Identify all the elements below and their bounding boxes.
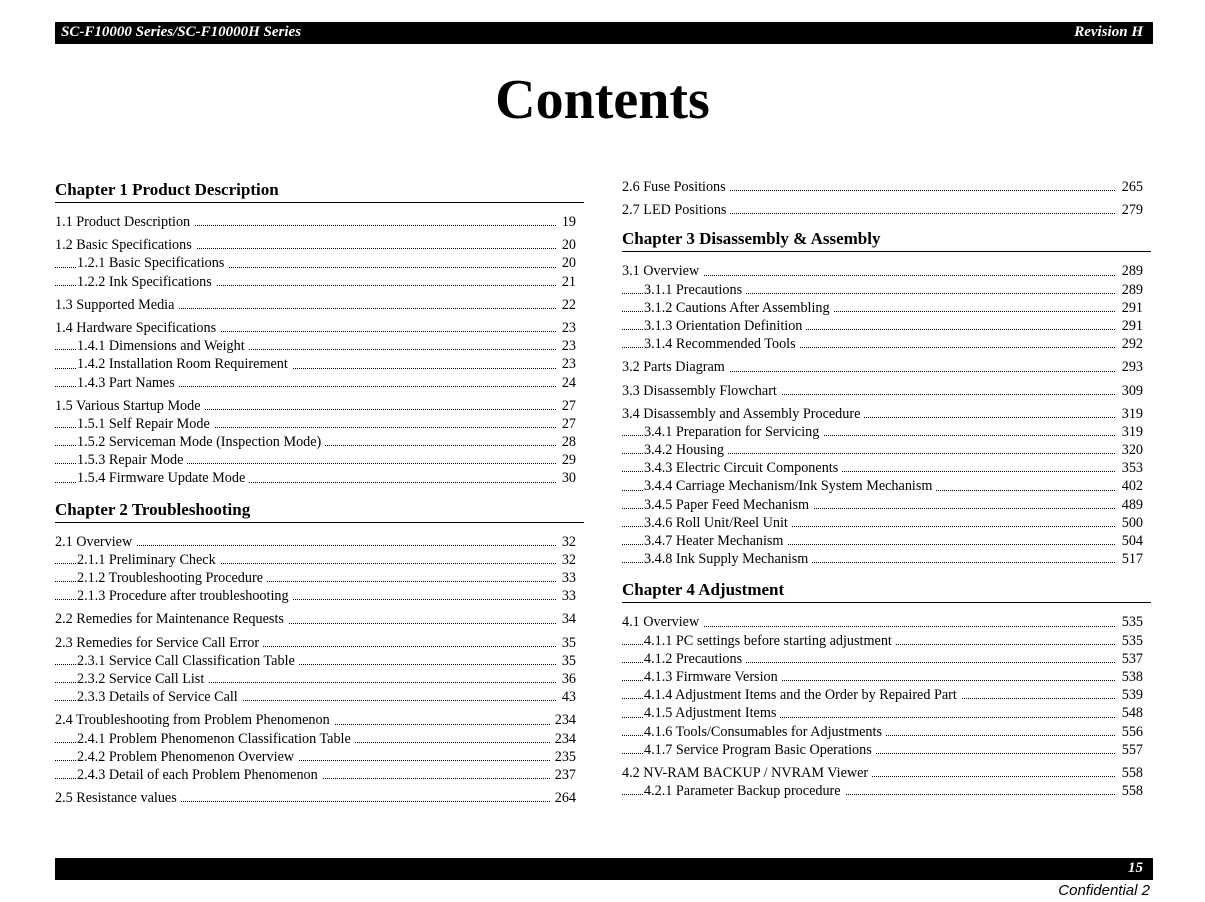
toc-entry-label: 4.2 NV-RAM BACKUP / NVRAM Viewer xyxy=(622,765,872,781)
toc-entry-page: 28 xyxy=(558,433,576,451)
toc-subsection-entry[interactable] xyxy=(55,273,584,291)
chapter-heading[interactable]: Chapter 3 Disassembly & Assembly xyxy=(622,227,1151,252)
toc-entry-label: 1.5.3 Repair Mode xyxy=(77,452,187,468)
toc-section-entry[interactable] xyxy=(622,382,1151,400)
toc-entry-page: 500 xyxy=(1118,514,1143,532)
toc-subsection-entry[interactable] xyxy=(55,254,584,272)
toc-subsection-entry[interactable] xyxy=(622,317,1151,335)
toc-entry-label: 4.1 Overview xyxy=(622,614,703,630)
toc-subsection-entry[interactable] xyxy=(622,423,1151,441)
toc-section-entry[interactable] xyxy=(55,533,584,551)
toc-entry-label: 2.3.2 Service Call List xyxy=(77,671,208,687)
toc-entry-page: 36 xyxy=(558,670,576,688)
toc-entry-label: 2.1.3 Procedure after troubleshooting xyxy=(77,588,293,604)
toc-entry-label: 3.3 Disassembly Flowchart xyxy=(622,383,781,399)
toc-entry-page: 489 xyxy=(1118,496,1143,514)
toc-section-entry[interactable] xyxy=(622,764,1151,782)
toc-section-entry[interactable] xyxy=(622,613,1151,631)
toc-entry-label: 2.1.2 Troubleshooting Procedure xyxy=(77,570,267,586)
toc-entry-label: 1.5.4 Firmware Update Mode xyxy=(77,470,249,486)
toc-entry-page: 23 xyxy=(558,319,576,337)
toc-entry-page: 234 xyxy=(551,730,576,748)
toc-entry-page: 35 xyxy=(558,634,576,652)
chapter-heading[interactable]: Chapter 2 Troubleshooting xyxy=(55,498,584,523)
toc-section xyxy=(622,358,1151,376)
toc-entry-label: 1.4 Hardware Specifications xyxy=(55,320,220,336)
toc-entry-page: 309 xyxy=(1118,382,1143,400)
toc-subsection-entry[interactable] xyxy=(622,281,1151,299)
toc-section xyxy=(622,405,1151,569)
toc-entry-label: 2.3.1 Service Call Classification Table xyxy=(77,653,299,669)
toc-subsection-entry[interactable] xyxy=(55,469,584,487)
toc-subsection-entry[interactable] xyxy=(55,569,584,587)
toc-entry-page: 237 xyxy=(551,766,576,784)
toc-entry-page: 264 xyxy=(551,789,576,807)
toc-section-entry[interactable] xyxy=(622,358,1151,376)
toc-entry-label: 1.2 Basic Specifications xyxy=(55,237,196,253)
toc-entry-page: 402 xyxy=(1118,477,1143,495)
toc-entry-label: 2.6 Fuse Positions xyxy=(622,179,730,195)
toc-entry-label: 1.4.2 Installation Room Requirement xyxy=(77,356,292,372)
toc-section-entry[interactable] xyxy=(55,213,584,231)
toc-section-entry[interactable] xyxy=(55,711,584,729)
toc-entry-label: 3.4.8 Ink Supply Mechanism xyxy=(644,551,812,567)
toc-section xyxy=(55,397,584,488)
toc-entry-page: 504 xyxy=(1118,532,1143,550)
toc-chapter xyxy=(55,178,584,488)
toc-entry-page: 556 xyxy=(1118,723,1143,741)
toc-entry-page: 32 xyxy=(558,533,576,551)
toc-subsection-entry[interactable] xyxy=(622,335,1151,353)
toc-entry-label: 2.2 Remedies for Maintenance Requests xyxy=(55,611,288,627)
toc-subsection-entry[interactable] xyxy=(622,686,1151,704)
toc-section xyxy=(55,236,584,291)
toc-entry-page: 27 xyxy=(558,397,576,415)
toc-section-entry[interactable] xyxy=(55,236,584,254)
toc-section xyxy=(622,178,1151,196)
toc-entry-page: 30 xyxy=(558,469,576,487)
toc-subsection-entry[interactable] xyxy=(622,459,1151,477)
toc-entry-page: 558 xyxy=(1118,782,1143,800)
toc-entry-label: 2.1 Overview xyxy=(55,534,136,550)
toc-entry-label: 3.4.6 Roll Unit/Reel Unit xyxy=(644,515,792,531)
toc-entry-label: 3.1.2 Cautions After Assembling xyxy=(644,300,834,316)
toc-entry-page: 43 xyxy=(558,688,576,706)
toc-subsection-entry[interactable] xyxy=(622,782,1151,800)
toc-entry-label: 3.4.3 Electric Circuit Components xyxy=(644,460,842,476)
toc-entry-page: 35 xyxy=(558,652,576,670)
confidential-label: Confidential 2 xyxy=(1058,882,1150,899)
toc-section-entry[interactable] xyxy=(622,201,1151,219)
toc-section xyxy=(55,296,584,314)
toc-entry-page: 292 xyxy=(1118,335,1143,353)
toc-subsection-entry[interactable] xyxy=(55,670,584,688)
toc-entry-page: 539 xyxy=(1118,686,1143,704)
toc-subsection-entry[interactable] xyxy=(622,532,1151,550)
toc-entry-label: 2.4.1 Problem Phenomenon Classification Table xyxy=(77,731,355,747)
toc-section xyxy=(622,613,1151,759)
toc-entry-label: 1.5.1 Self Repair Mode xyxy=(77,416,214,432)
toc-entry-label: 2.3.3 Details of Service Call xyxy=(77,689,242,705)
toc-section-entry[interactable] xyxy=(622,178,1151,196)
footer-bar xyxy=(55,858,1153,880)
toc-subsection-entry[interactable] xyxy=(55,587,584,605)
toc-subsection-entry[interactable] xyxy=(55,433,584,451)
toc-entry-label: 3.4.7 Heater Mechanism xyxy=(644,533,787,549)
toc-entry-label: 1.5 Various Startup Mode xyxy=(55,398,205,414)
toc-entry-label: 3.4.5 Paper Feed Mechanism xyxy=(644,497,813,513)
toc-entry-label: 1.3 Supported Media xyxy=(55,297,178,313)
toc-subsection-entry[interactable] xyxy=(55,337,584,355)
chapter-heading[interactable]: Chapter 4 Adjustment xyxy=(622,578,1151,603)
toc-section-entry[interactable] xyxy=(622,262,1151,280)
toc-section-entry[interactable] xyxy=(55,319,584,337)
toc-entry-page: 320 xyxy=(1118,441,1143,459)
toc-entry-label: 3.1 Overview xyxy=(622,263,703,279)
toc-subsection-entry[interactable] xyxy=(622,550,1151,568)
toc-subsection-entry[interactable] xyxy=(622,632,1151,650)
toc-subsection-entry[interactable] xyxy=(55,748,584,766)
toc-entry-label: 2.4 Troubleshooting from Problem Phenomenon xyxy=(55,712,334,728)
toc-entry-label: 4.1.7 Service Program Basic Operations xyxy=(644,742,876,758)
toc-entry-page: 548 xyxy=(1118,704,1143,722)
toc-section-entry[interactable] xyxy=(55,789,584,807)
header-bar xyxy=(55,22,1153,44)
toc-chapter xyxy=(622,227,1151,568)
toc-entry-label: 3.2 Parts Diagram xyxy=(622,359,729,375)
toc-entry-page: 537 xyxy=(1118,650,1143,668)
toc-section xyxy=(55,634,584,707)
toc-entry-page: 27 xyxy=(558,415,576,433)
toc-entry-label: 4.1.1 PC settings before starting adjustment xyxy=(644,633,896,649)
toc-entry-page: 291 xyxy=(1118,299,1143,317)
toc-section xyxy=(55,319,584,392)
toc-subsection-entry[interactable] xyxy=(622,477,1151,495)
toc-section-entry[interactable] xyxy=(55,397,584,415)
toc-subsection-entry[interactable] xyxy=(55,652,584,670)
toc-section xyxy=(55,711,584,784)
toc-subsection-entry[interactable] xyxy=(55,551,584,569)
toc-subsection-entry[interactable] xyxy=(55,415,584,433)
toc-entry-label: 1.2.1 Basic Specifications xyxy=(77,255,228,271)
toc-entry-label: 2.5 Resistance values xyxy=(55,790,181,806)
toc-subsection-entry[interactable] xyxy=(622,704,1151,722)
toc-entry-page: 20 xyxy=(558,236,576,254)
toc-subsection-entry[interactable] xyxy=(622,299,1151,317)
toc-entry-label: 4.2.1 Parameter Backup procedure xyxy=(644,783,845,799)
toc-subsection-entry[interactable] xyxy=(622,441,1151,459)
toc-subsection-entry[interactable] xyxy=(55,451,584,469)
toc-subsection-entry[interactable] xyxy=(55,374,584,392)
toc-entry-page: 23 xyxy=(558,337,576,355)
toc-subsection-entry[interactable] xyxy=(622,668,1151,686)
toc-entry-label: 1.4.3 Part Names xyxy=(77,375,179,391)
toc-entry-page: 29 xyxy=(558,451,576,469)
toc-entry-page: 23 xyxy=(558,355,576,373)
toc-entry-label: 3.1.4 Recommended Tools xyxy=(644,336,800,352)
toc-entry-label: 1.5.2 Serviceman Mode (Inspection Mode) xyxy=(77,434,325,450)
toc-entry-label: 4.1.4 Adjustment Items and the Order by Repaired Part xyxy=(644,687,961,703)
toc-entry-label: 2.4.2 Problem Phenomenon Overview xyxy=(77,749,298,765)
toc-subsection-entry[interactable] xyxy=(55,688,584,706)
toc-entry-label: 3.4.2 Housing xyxy=(644,442,728,458)
toc-entry-label: 2.4.3 Detail of each Problem Phenomenon xyxy=(77,767,322,783)
toc-section xyxy=(622,201,1151,219)
toc-section-entry[interactable] xyxy=(55,634,584,652)
toc-entry-label: 2.7 LED Positions xyxy=(622,202,730,218)
toc-entry-page: 33 xyxy=(558,587,576,605)
toc-chapter xyxy=(622,578,1151,800)
toc-entry-page: 293 xyxy=(1118,358,1143,376)
toc-subsection-entry[interactable] xyxy=(622,496,1151,514)
toc-section-entry[interactable] xyxy=(55,610,584,628)
toc-subsection-entry[interactable] xyxy=(55,355,584,373)
toc-entry-page: 24 xyxy=(558,374,576,392)
toc-entry-label: 1.1 Product Description xyxy=(55,214,194,230)
toc-section xyxy=(55,610,584,628)
toc-section xyxy=(622,262,1151,353)
toc-entry-page: 319 xyxy=(1118,423,1143,441)
toc-entry-page: 234 xyxy=(551,711,576,729)
page-title: Contents xyxy=(495,69,710,131)
toc-section xyxy=(55,213,584,231)
toc-entry-page: 34 xyxy=(558,610,576,628)
toc-entry-label: 1.4.1 Dimensions and Weight xyxy=(77,338,249,354)
toc-entry-label: 3.4.1 Preparation for Servicing xyxy=(644,424,823,440)
toc-entry-label: 4.1.5 Adjustment Items xyxy=(644,705,780,721)
toc-entry-label: 4.1.6 Tools/Consumables for Adjustments xyxy=(644,724,886,740)
header-revision: Revision H xyxy=(1074,24,1143,40)
toc-section xyxy=(55,533,584,606)
toc-subsection-entry[interactable] xyxy=(622,723,1151,741)
toc-entry-page: 535 xyxy=(1118,632,1143,650)
toc-entry-page: 291 xyxy=(1118,317,1143,335)
header-series-title: SC-F10000 Series/SC-F10000H Series xyxy=(61,24,302,40)
toc-entry-page: 558 xyxy=(1118,764,1143,782)
toc-entry-label: 2.3 Remedies for Service Call Error xyxy=(55,635,263,651)
toc-entry-page: 289 xyxy=(1118,281,1143,299)
toc-entry-page: 33 xyxy=(558,569,576,587)
toc-right-column xyxy=(622,178,1151,805)
toc-entry-label: 4.1.2 Precautions xyxy=(644,651,746,667)
toc-entry-page: 353 xyxy=(1118,459,1143,477)
toc-entry-page: 22 xyxy=(558,296,576,314)
chapter-heading[interactable]: Chapter 1 Product Description xyxy=(55,178,584,203)
toc-entry-page: 20 xyxy=(558,254,576,272)
toc-entry-label: 2.1.1 Preliminary Check xyxy=(77,552,220,568)
toc-subsection-entry[interactable] xyxy=(55,766,584,784)
toc-entry-label: 4.1.3 Firmware Version xyxy=(644,669,782,685)
toc-chapter xyxy=(55,498,584,808)
toc-entry-page: 32 xyxy=(558,551,576,569)
toc-entry-label: 3.1.3 Orientation Definition xyxy=(644,318,806,334)
toc-entry-label: 3.1.1 Precautions xyxy=(644,282,746,298)
toc-entry-page: 289 xyxy=(1118,262,1143,280)
toc-subsection-entry[interactable] xyxy=(55,730,584,748)
toc-subsection-entry[interactable] xyxy=(622,741,1151,759)
toc-entry-page: 235 xyxy=(551,748,576,766)
toc-entry-label: 3.4 Disassembly and Assembly Procedure xyxy=(622,406,864,422)
toc-entry-page: 265 xyxy=(1118,178,1143,196)
toc-section xyxy=(622,382,1151,400)
toc-entry-page: 19 xyxy=(558,213,576,231)
toc-section xyxy=(55,789,584,807)
toc-section-entry[interactable] xyxy=(622,405,1151,423)
toc-entry-page: 538 xyxy=(1118,668,1143,686)
toc-entry-page: 21 xyxy=(558,273,576,291)
toc-entry-label: 3.4.4 Carriage Mechanism/Ink System Mechanism xyxy=(644,478,936,494)
toc-subsection-entry[interactable] xyxy=(622,514,1151,532)
toc-entry-page: 319 xyxy=(1118,405,1143,423)
toc-section-entry[interactable] xyxy=(55,296,584,314)
toc-entry-label: 1.2.2 Ink Specifications xyxy=(77,274,216,290)
toc-section xyxy=(622,764,1151,800)
toc-entry-page: 517 xyxy=(1118,550,1143,568)
toc-entry-page: 557 xyxy=(1118,741,1143,759)
toc-subsection-entry[interactable] xyxy=(622,650,1151,668)
page-number: 15 xyxy=(1128,860,1143,876)
toc-entry-page: 535 xyxy=(1118,613,1143,631)
toc-entry-page: 279 xyxy=(1118,201,1143,219)
toc-left-column xyxy=(55,178,584,812)
